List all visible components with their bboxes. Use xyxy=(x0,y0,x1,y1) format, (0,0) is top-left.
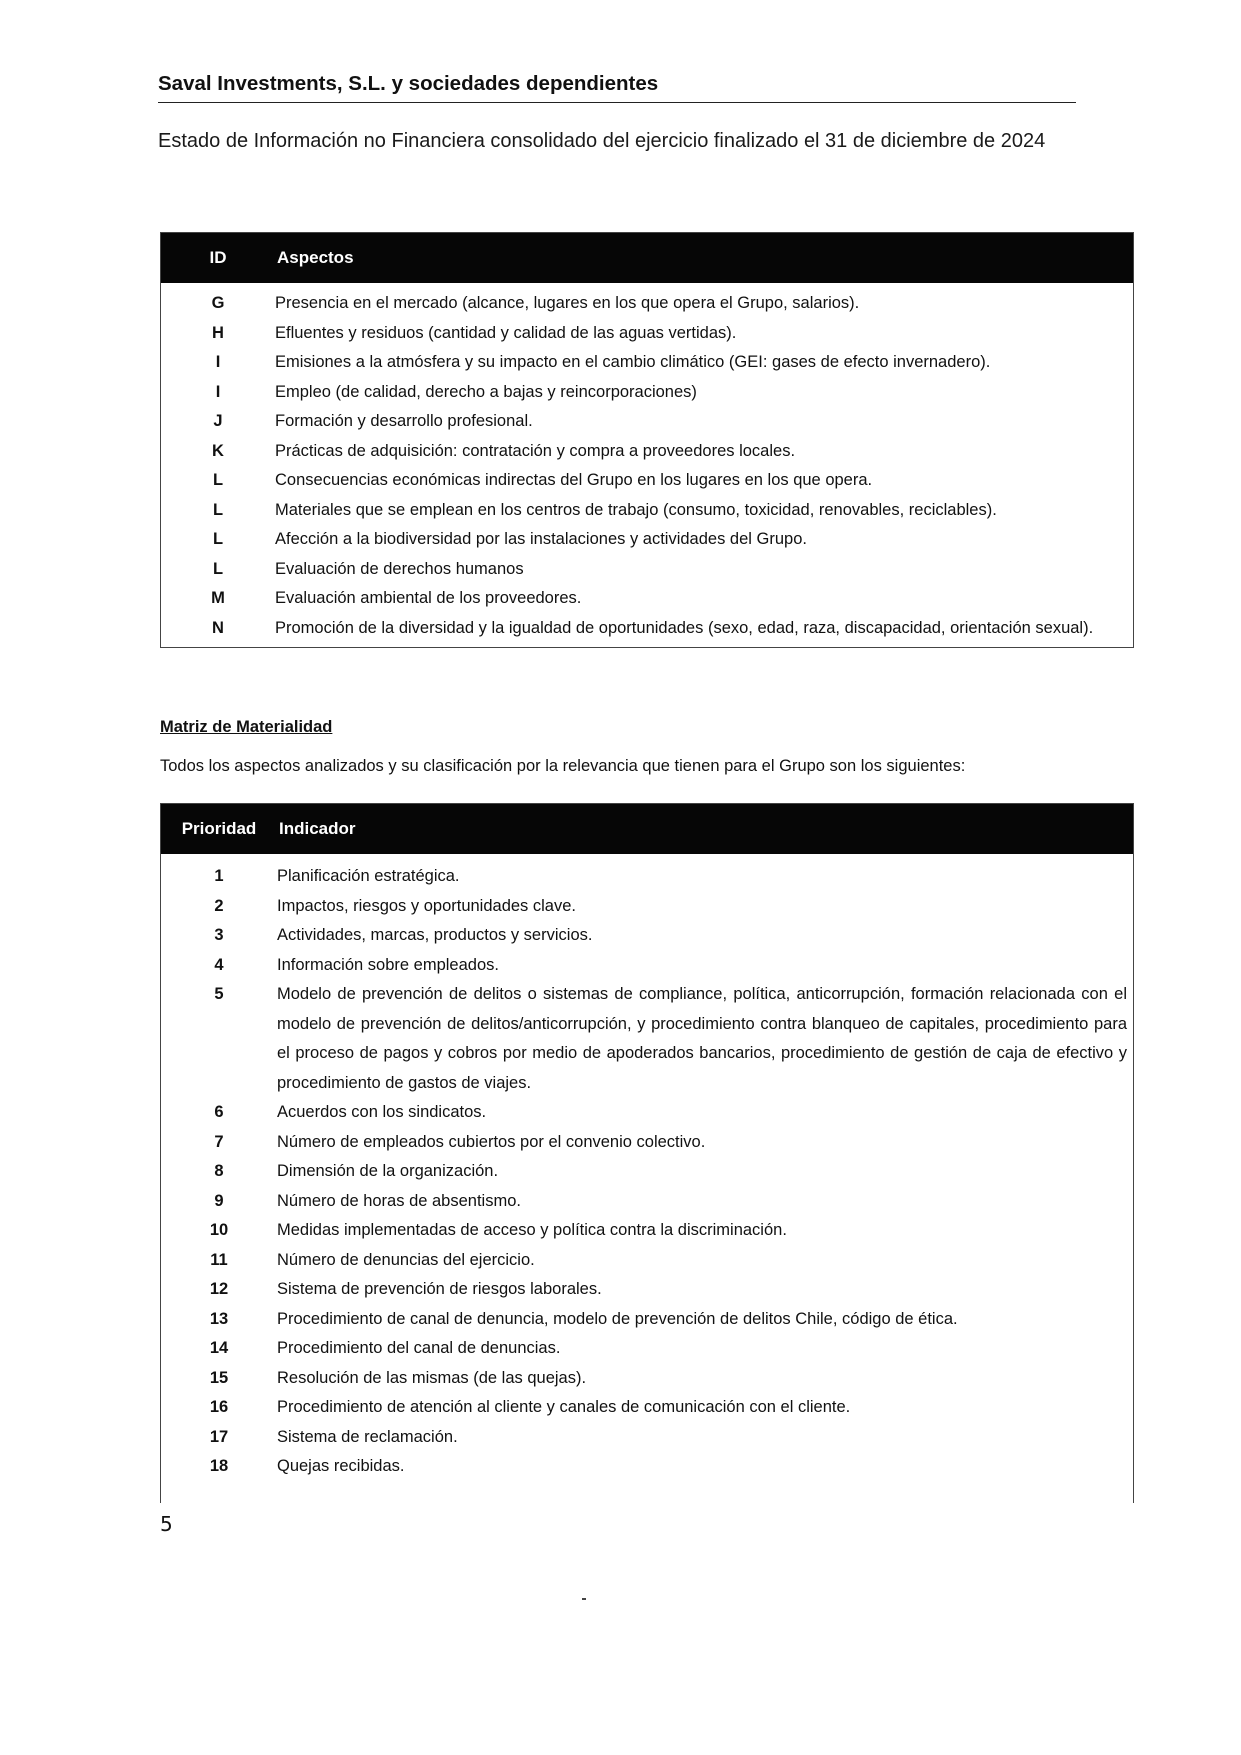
row-key: 5 xyxy=(214,985,224,1003)
table-row xyxy=(161,584,1133,614)
row-text: Acuerdos con los sindicatos. xyxy=(277,1103,487,1121)
table-row xyxy=(161,1187,1133,1217)
row-key: H xyxy=(212,323,224,342)
row-text: Consecuencias económicas indirectas del Grupo en los lugares en los que opera. xyxy=(275,471,873,489)
row-text: Modelo de prevención de delitos o sistemas de compliance, política, anticorrupción, formación relacionada con el modelo de prevención de delitos/anticorrupción, y procedimiento contra blanqueo de capitales, procedimiento para el proceso de pagos y cobros por medio de apoderados bancarios, procedimiento de gestión de caja de efectivo y procedimiento de gastos de viajes. xyxy=(277,985,1127,1092)
scan-mark xyxy=(582,1598,586,1600)
header-prioridad: Prioridad xyxy=(181,819,257,838)
priority-table xyxy=(160,803,1134,1503)
row-key: 7 xyxy=(214,1132,224,1151)
row-key: L xyxy=(212,471,224,489)
row-key: I xyxy=(215,353,221,371)
row-key: 15 xyxy=(209,1368,229,1387)
row-key: 11 xyxy=(210,1250,228,1269)
row-text: Impactos, riesgos y oportunidades clave. xyxy=(277,896,576,915)
table-row xyxy=(161,1334,1133,1364)
row-key: L xyxy=(212,530,224,548)
row-text: Formación y desarrollo profesional. xyxy=(275,412,533,430)
row-text: Prácticas de adquisición: contratación y compra a proveedores locales. xyxy=(275,441,796,460)
row-text: Número de denuncias del ejercicio. xyxy=(277,1250,535,1269)
row-key: J xyxy=(213,412,223,430)
row-text: Promoción de la diversidad y la igualdad de oportunidades (sexo, edad, raza, discapacidad, orientación sexual). xyxy=(275,618,1094,637)
row-key: 2 xyxy=(214,896,224,915)
header-id: ID xyxy=(209,248,227,267)
table-row xyxy=(161,466,1133,496)
aspects-table-body xyxy=(161,283,1133,643)
table-row xyxy=(161,1452,1133,1482)
table-row xyxy=(161,1098,1133,1128)
row-key: 18 xyxy=(209,1457,229,1475)
row-key: 12 xyxy=(209,1280,229,1298)
row-key: 1 xyxy=(214,867,224,885)
row-text: Actividades, marcas, productos y servicios. xyxy=(277,926,593,944)
table-row xyxy=(161,951,1133,981)
row-text: Efluentes y residuos (cantidad y calidad de las aguas vertidas). xyxy=(275,323,737,342)
section-title: Matriz de Materialidad xyxy=(160,718,333,736)
row-key: 4 xyxy=(214,955,224,974)
row-text: Procedimiento de canal de denuncia, modelo de prevención de delitos Chile, código de ética. xyxy=(277,1309,958,1328)
row-text: Medidas implementadas de acceso y política contra la discriminación. xyxy=(277,1221,787,1239)
aspects-table xyxy=(160,232,1134,648)
row-key: M xyxy=(211,589,225,607)
row-text: Materiales que se emplean en los centros de trabajo (consumo, toxicidad, renovables, reciclables). xyxy=(275,500,997,519)
document-subtitle: Estado de Información no Financiera consolidado del ejercicio finalizado el 31 de diciembre de 2024 xyxy=(158,130,1046,152)
row-key: 6 xyxy=(214,1103,224,1121)
row-key: 16 xyxy=(209,1398,229,1416)
row-key: L xyxy=(212,559,224,578)
row-text: Quejas recibidas. xyxy=(277,1457,405,1475)
row-text: Evaluación ambiental de los proveedores. xyxy=(275,589,582,607)
row-key: K xyxy=(212,441,224,460)
row-key: 9 xyxy=(214,1191,224,1210)
row-text: Procedimiento del canal de denuncias. xyxy=(277,1339,561,1357)
row-text: Sistema de prevención de riesgos laborales. xyxy=(277,1280,602,1298)
table-row xyxy=(161,614,1133,644)
row-key: 14 xyxy=(209,1339,229,1357)
table-row xyxy=(161,892,1133,922)
row-key: 13 xyxy=(209,1309,229,1328)
table-row xyxy=(161,1364,1133,1394)
table-row xyxy=(161,1157,1133,1187)
priority-table-header xyxy=(161,804,1133,854)
table-row xyxy=(161,348,1133,378)
table-row xyxy=(161,1246,1133,1276)
table-row xyxy=(161,1275,1133,1305)
aspects-table-header xyxy=(161,233,1133,283)
table-row xyxy=(161,496,1133,526)
table-row xyxy=(161,407,1133,437)
row-text: Afección a la biodiversidad por las instalaciones y actividades del Grupo. xyxy=(275,530,807,548)
row-text: Planificación estratégica. xyxy=(277,867,460,885)
row-text: Resolución de las mismas (de las quejas). xyxy=(277,1368,587,1387)
table-row xyxy=(161,1305,1133,1335)
table-row xyxy=(161,1393,1133,1423)
table-row xyxy=(161,525,1133,555)
row-text: Empleo (de calidad, derecho a bajas y reincorporaciones) xyxy=(275,382,697,401)
row-key: G xyxy=(211,294,225,312)
row-text: Procedimiento de atención al cliente y canales de comunicación con el cliente. xyxy=(277,1398,851,1416)
row-text: Número de empleados cubiertos por el convenio colectivo. xyxy=(277,1132,706,1151)
row-key: 17 xyxy=(209,1427,229,1446)
table-row xyxy=(161,921,1133,951)
table-row xyxy=(161,1216,1133,1246)
row-text: Dimensión de la organización. xyxy=(277,1162,499,1180)
header-aspectos: Aspectos xyxy=(277,248,354,267)
row-key: L xyxy=(212,500,224,519)
company-header: Saval Investments, S.L. y sociedades dependientes xyxy=(158,72,1076,103)
row-text: Número de horas de absentismo. xyxy=(277,1191,521,1210)
row-key: I xyxy=(215,382,221,401)
row-text: Sistema de reclamación. xyxy=(277,1427,458,1446)
table-row xyxy=(161,862,1133,892)
table-row xyxy=(161,1423,1133,1453)
table-row xyxy=(161,980,1133,1098)
table-row xyxy=(161,289,1133,319)
priority-table-body xyxy=(161,854,1133,1482)
row-key: N xyxy=(212,618,224,637)
header-indicador: Indicador xyxy=(279,819,356,838)
table-row xyxy=(161,1128,1133,1158)
row-text: Presencia en el mercado (alcance, lugares en los que opera el Grupo, salarios). xyxy=(275,294,860,312)
row-text: Información sobre empleados. xyxy=(277,955,499,974)
row-key: 3 xyxy=(214,926,224,944)
table-row xyxy=(161,378,1133,408)
page-number: 5 xyxy=(160,1512,173,1536)
row-key: 10 xyxy=(209,1221,229,1239)
row-text: Evaluación de derechos humanos xyxy=(275,559,524,578)
section-intro: Todos los aspectos analizados y su clasificación por la relevancia que tienen para el Grupo son los siguientes: xyxy=(160,757,966,775)
row-key: 8 xyxy=(214,1162,224,1180)
row-text: Emisiones a la atmósfera y su impacto en el cambio climático (GEI: gases de efecto invernadero). xyxy=(275,353,991,371)
table-row xyxy=(161,555,1133,585)
table-row xyxy=(161,319,1133,349)
table-row xyxy=(161,437,1133,467)
